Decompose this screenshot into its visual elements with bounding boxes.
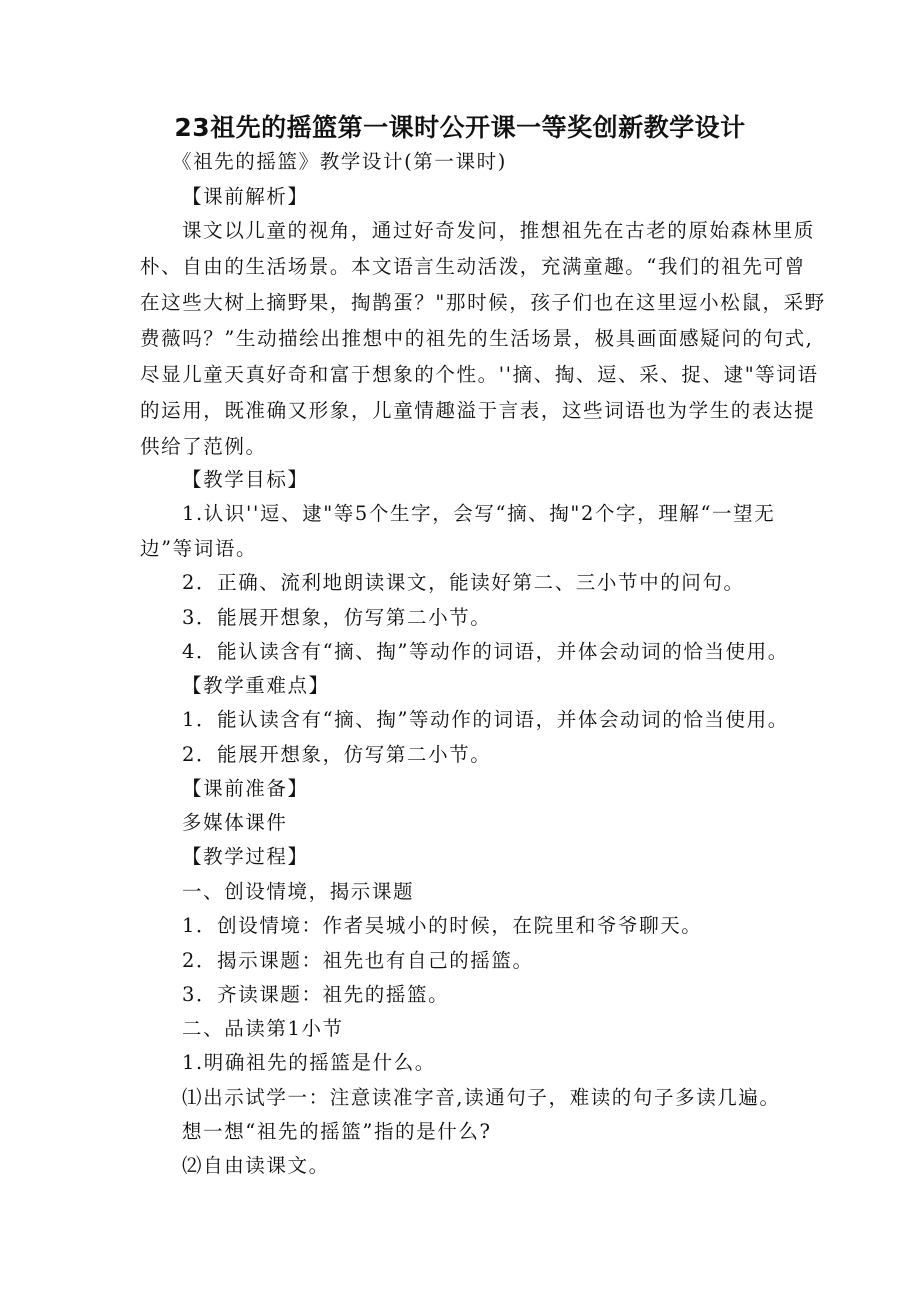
list-item-continuation: 边”等词语。 xyxy=(140,537,258,560)
list-item: 1．创设情境：作者吴城小的时候，在院里和爷爷聊天。 xyxy=(182,914,703,937)
list-item: 2．揭示课题：祖先也有自己的摇篮。 xyxy=(182,949,534,972)
list-item: 1.明确祖先的摇篮是什么。 xyxy=(182,1051,436,1074)
paragraph-line: 供给了范例。 xyxy=(140,435,267,458)
list-item: ⑴出示试学一：注意读准字音,读通句子，难读的句子多读几遍。 xyxy=(182,1086,781,1109)
document-subtitle: 《祖先的摇篮》教学设计(第一课时) xyxy=(172,150,507,173)
section-heading-goals: 【教学目标】 xyxy=(182,468,309,491)
list-item: 3．齐读课题：祖先的摇篮。 xyxy=(182,983,450,1006)
paragraph-line: 想一想“祖先的摇篮”指的是什么? xyxy=(182,1120,492,1143)
list-item: 3．能展开想象，仿写第二小节。 xyxy=(182,606,492,629)
section-heading-analysis: 【课前解析】 xyxy=(182,185,309,208)
paragraph-line: 尽显儿童天真好奇和富于想象的个性。''摘、掏、逗、采、捉、逮"等词语 xyxy=(140,363,819,386)
paragraph-line: 课文以儿童的视角，通过好奇发问，推想祖先在古老的原始森林里质 xyxy=(182,219,816,242)
prep-text: 多媒体课件 xyxy=(182,811,288,834)
paragraph-line: 费薇吗？”生动描绘出推想中的祖先的生活场景，极具画面感疑问的句式, xyxy=(140,327,814,350)
paragraph-line: 的运用，既准确又形象，儿童情趣溢于言表，这些词语也为学生的表达提 xyxy=(140,399,816,422)
process-subheading: 二、品读第1小节 xyxy=(182,1017,344,1040)
paragraph-line: 在这些大树上摘野果，掏鹊蛋？"那时候，孩子们也在这里逗小松鼠，采野 xyxy=(140,291,826,314)
list-item: 1．能认读含有“摘、掏”等动作的词语，并体会动词的恰当使用。 xyxy=(182,708,789,731)
paragraph-line: 朴、自由的生活场景。本文语言生动活泼，充满童趣。“我们的祖先可曾 xyxy=(140,255,806,278)
list-item: 2．能展开想象，仿写第二小节。 xyxy=(182,743,492,766)
section-heading-process: 【教学过程】 xyxy=(182,845,309,868)
process-subheading: 一、创设情境，揭示课题 xyxy=(182,880,415,903)
document-title: 23祖先的摇篮第一课时公开课一等奖创新教学设计 xyxy=(174,113,746,142)
list-item: 4．能认读含有“摘、掏”等动作的词语，并体会动词的恰当使用。 xyxy=(182,640,789,663)
section-heading-prep: 【课前准备】 xyxy=(182,777,309,800)
list-item: 2．正确、流利地朗读课文，能读好第二、三小节中的问句。 xyxy=(182,571,745,594)
list-item: 1.认识''逗、逮"等5个生字，会写“摘、掏"2个字，理解“一望无 xyxy=(182,502,776,525)
section-heading-key: 【教学重难点】 xyxy=(182,674,330,697)
list-item: ⑵自由读课文。 xyxy=(182,1154,330,1177)
